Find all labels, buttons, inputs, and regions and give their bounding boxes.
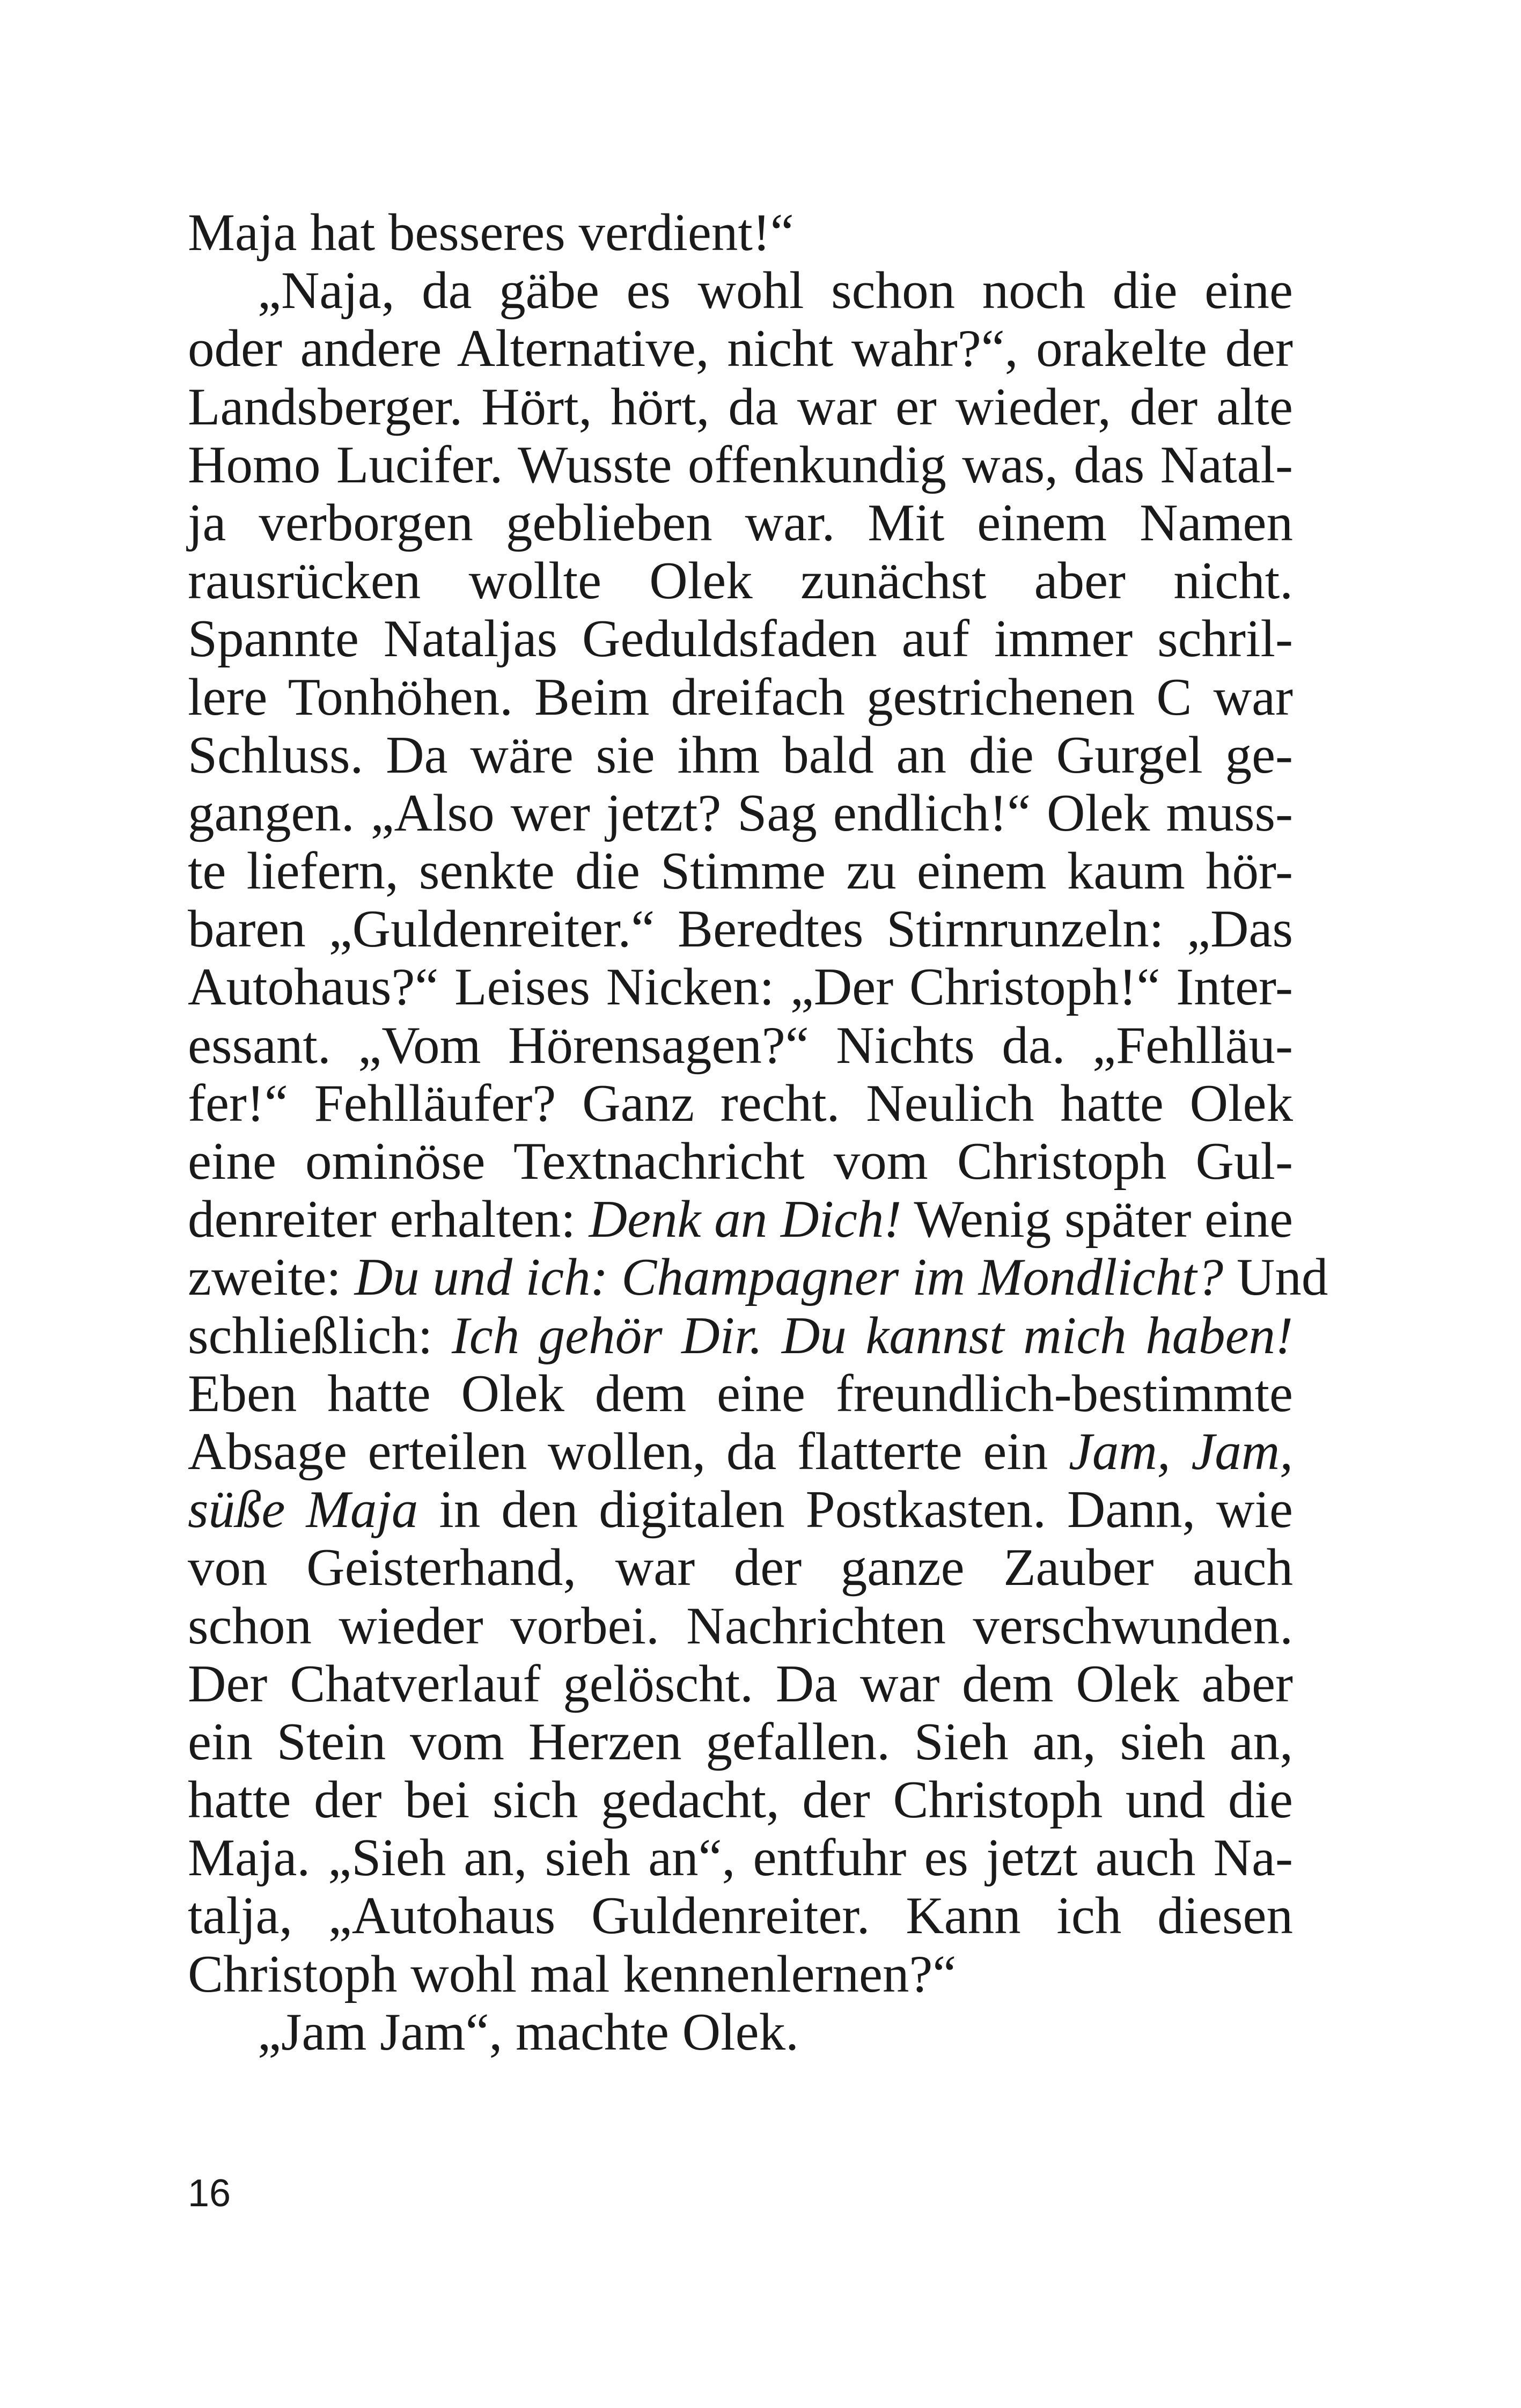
text-segment: fer!“ Fehlläufer? Ganz recht. Neulich hatte Olek xyxy=(188,1074,1293,1133)
text-segment: hatte der bei sich gedacht, der Christoph und die xyxy=(188,1771,1293,1830)
text-line xyxy=(188,494,1293,552)
text-segment: lere Tonhöhen. Beim dreifach gestrichenen C war xyxy=(188,667,1293,726)
text-segment: Wenig später eine xyxy=(901,1190,1294,1249)
text-segment: Maja. „Sieh an, sieh an“, entfuhr es jetzt auch Na- xyxy=(188,1829,1293,1888)
text-segment: te liefern, senkte die Stimme zu einem kaum hör- xyxy=(188,842,1293,901)
text-line xyxy=(188,1075,1293,1133)
text-line xyxy=(188,958,1293,1016)
text-segment: Spannte Nataljas Geduldsfaden auf immer schril- xyxy=(188,610,1293,669)
text-segment: rausrücken wollte Olek zunächst aber nicht. xyxy=(188,552,1293,611)
text-line xyxy=(188,610,1293,668)
text-line xyxy=(188,1248,1328,1307)
text-line xyxy=(188,320,1293,378)
text-line xyxy=(188,1946,1293,2003)
text-segment: „Naja, da gäbe es wohl schon noch die eine xyxy=(258,261,1293,320)
italic-text: süße Maja xyxy=(188,1480,418,1539)
text-line xyxy=(188,1017,1293,1075)
text-line xyxy=(188,784,1293,842)
text-line xyxy=(188,900,1293,958)
text-line xyxy=(188,1539,1293,1597)
text-line xyxy=(188,552,1293,610)
italic-text: Denk an Dich! xyxy=(589,1190,902,1249)
text-line xyxy=(188,669,1293,726)
text-line xyxy=(188,726,1293,784)
text-line xyxy=(188,1133,1293,1191)
text-line xyxy=(188,1191,1293,1249)
text-segment: Und xyxy=(1223,1248,1328,1307)
text-line xyxy=(188,1887,1293,1945)
text-segment: Eben hatte Olek dem eine freundlich-bestimmte xyxy=(188,1364,1293,1423)
text-segment: Maja hat besseres verdient!“ xyxy=(188,203,794,262)
text-segment: talja, „Autohaus Guldenreiter. Kann ich diesen xyxy=(188,1886,1293,1946)
text-segment: Der Chatverlauf gelöscht. Da war dem Olek aber xyxy=(188,1654,1293,1713)
text-line xyxy=(188,1307,1293,1365)
text-line xyxy=(188,1423,1293,1481)
text-segment: ein Stein vom Herzen gefallen. Sieh an, sieh an, xyxy=(188,1712,1293,1771)
text-line xyxy=(188,204,1293,262)
text-segment: essant. „Vom Hörensagen?“ Nichts da. „Fehlläu- xyxy=(188,1016,1293,1075)
text-segment: eine ominöse Textnachricht vom Christoph Gul- xyxy=(188,1132,1293,1191)
italic-text: Ich gehör Dir. Du kannst mich haben! xyxy=(451,1306,1293,1365)
text-line xyxy=(188,1771,1293,1829)
text-line xyxy=(188,378,1293,436)
body-text xyxy=(188,203,1328,2061)
italic-text: Du und ich: Champagner im Mondlicht? xyxy=(354,1248,1224,1307)
text-line xyxy=(188,436,1293,494)
text-segment: gangen. „Also wer jetzt? Sag endlich!“ Olek muss- xyxy=(188,783,1293,842)
text-line xyxy=(188,842,1293,900)
text-segment: ja verborgen geblieben war. Mit einem Namen xyxy=(188,493,1293,552)
text-segment: schließlich: xyxy=(188,1306,452,1365)
text-segment: in den digitalen Postkasten. Dann, wie xyxy=(418,1480,1293,1539)
text-segment: Autohaus?“ Leises Nicken: „Der Christoph!“ Inter- xyxy=(188,958,1293,1017)
text-segment: Landsberger. Hört, hört, da war er wieder, der alte xyxy=(188,377,1293,436)
text-line xyxy=(188,1829,1293,1887)
text-line xyxy=(188,1597,1293,1655)
text-segment: oder andere Alternative, nicht wahr?“, orakelte der xyxy=(188,319,1293,378)
text-segment: baren „Guldenreiter.“ Beredtes Stirnrunzeln: „Das xyxy=(188,900,1293,959)
page-number: 16 xyxy=(188,2172,231,2215)
text-line xyxy=(188,2003,1293,2061)
text-line xyxy=(188,1365,1293,1423)
text-segment: von Geisterhand, war der ganze Zauber auch xyxy=(188,1538,1293,1597)
text-segment: zweite: xyxy=(188,1248,355,1307)
text-segment: Absage erteilen wollen, da flatterte ein xyxy=(188,1422,1069,1481)
text-line xyxy=(188,262,1293,320)
text-segment: „Jam Jam“, machte Olek. xyxy=(258,2002,799,2061)
text-segment: Homo Lucifer. Wusste offenkundig was, das Natal- xyxy=(188,435,1293,494)
text-segment: Schluss. Da wäre sie ihm bald an die Gurgel ge- xyxy=(188,725,1293,784)
text-segment: schon wieder vorbei. Nachrichten verschwunden. xyxy=(188,1596,1293,1655)
text-line xyxy=(188,1713,1293,1771)
text-segment: Christoph wohl mal kennenlernen?“ xyxy=(188,1944,957,2003)
text-line xyxy=(188,1655,1293,1713)
italic-text: Jam, Jam, xyxy=(1068,1422,1294,1481)
text-segment: denreiter erhalten: xyxy=(188,1190,589,1249)
text-line xyxy=(188,1481,1293,1539)
